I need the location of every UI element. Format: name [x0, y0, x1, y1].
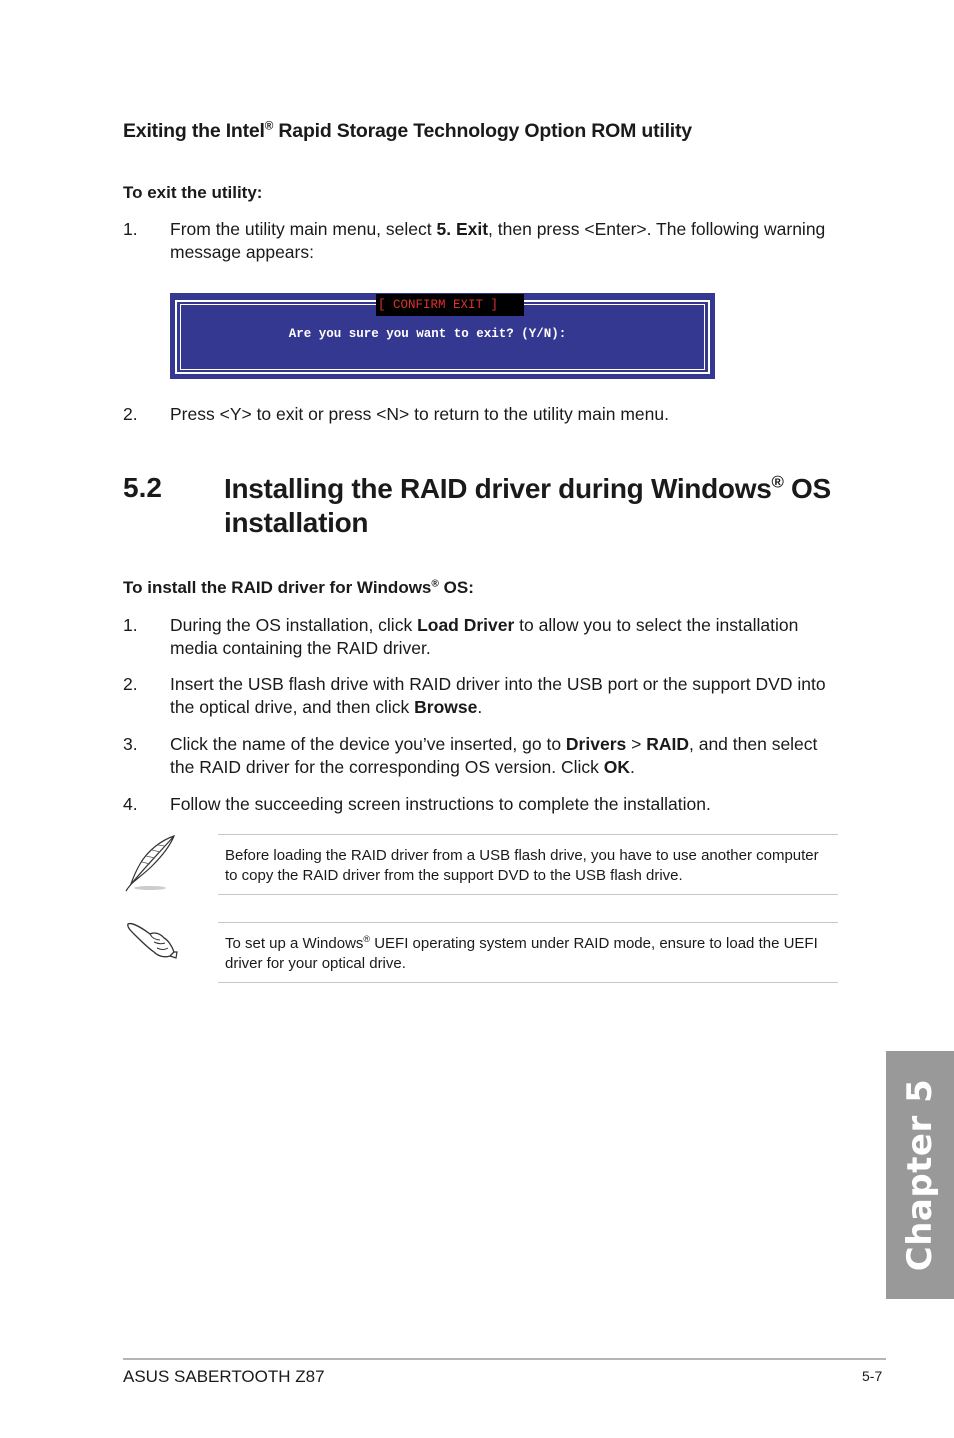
exit-step-1: 1. From the utility main menu, select 5. Exit, then press <Enter>. The following warning message appears:	[123, 219, 826, 262]
exit-step-2: 2. Press <Y> to exit or press <N> to return to the utility main menu.	[123, 404, 669, 424]
section-heading-exit: Exiting the Intel® Rapid Storage Technology Option ROM utility	[123, 119, 692, 142]
pointing-hand-icon	[124, 918, 180, 967]
install-step-2: 2. Insert the USB flash drive with RAID driver into the USB port or the support DVD into the optical drive, and then click Browse.	[123, 674, 826, 717]
section-number: 5.2	[123, 472, 162, 503]
bios-dialog-message: Are you sure you want to exit? (Y/N):	[288, 327, 567, 341]
bios-dialog-title: [ CONFIRM EXIT ]	[376, 294, 524, 316]
install-step-1: 1. During the OS installation, click Load Driver to allow you to select the installation media containing the RAID driver.	[123, 615, 799, 658]
footer-rule	[123, 1358, 886, 1360]
install-intro: To install the RAID driver for Windows® OS:	[123, 578, 474, 597]
footer-page-number: 5-7	[862, 1368, 883, 1384]
install-step-3: 3. Click the name of the device you’ve inserted, go to Drivers > RAID, and then select the RAID driver for the corresponding OS version. Click OK.	[123, 734, 818, 777]
bios-confirm-dialog	[170, 293, 715, 379]
footer-product: ASUS SABERTOOTH Z87	[123, 1367, 325, 1386]
section-title: Installing the RAID driver during Windows® OS installation	[224, 472, 831, 538]
exit-intro: To exit the utility:	[123, 183, 263, 202]
feather-pen-icon	[122, 834, 178, 897]
note-uefi: To set up a Windows® UEFI operating system under RAID mode, ensure to load the UEFI driver for your optical drive.	[218, 922, 838, 983]
install-step-4: 4. Follow the succeeding screen instructions to complete the installation.	[123, 794, 711, 814]
chapter-tab: Chapter 5	[886, 1051, 954, 1299]
note-usb-driver: Before loading the RAID driver from a USB flash drive, you have to use another computer to copy the RAID driver from the support DVD to the USB flash drive.	[218, 834, 838, 895]
